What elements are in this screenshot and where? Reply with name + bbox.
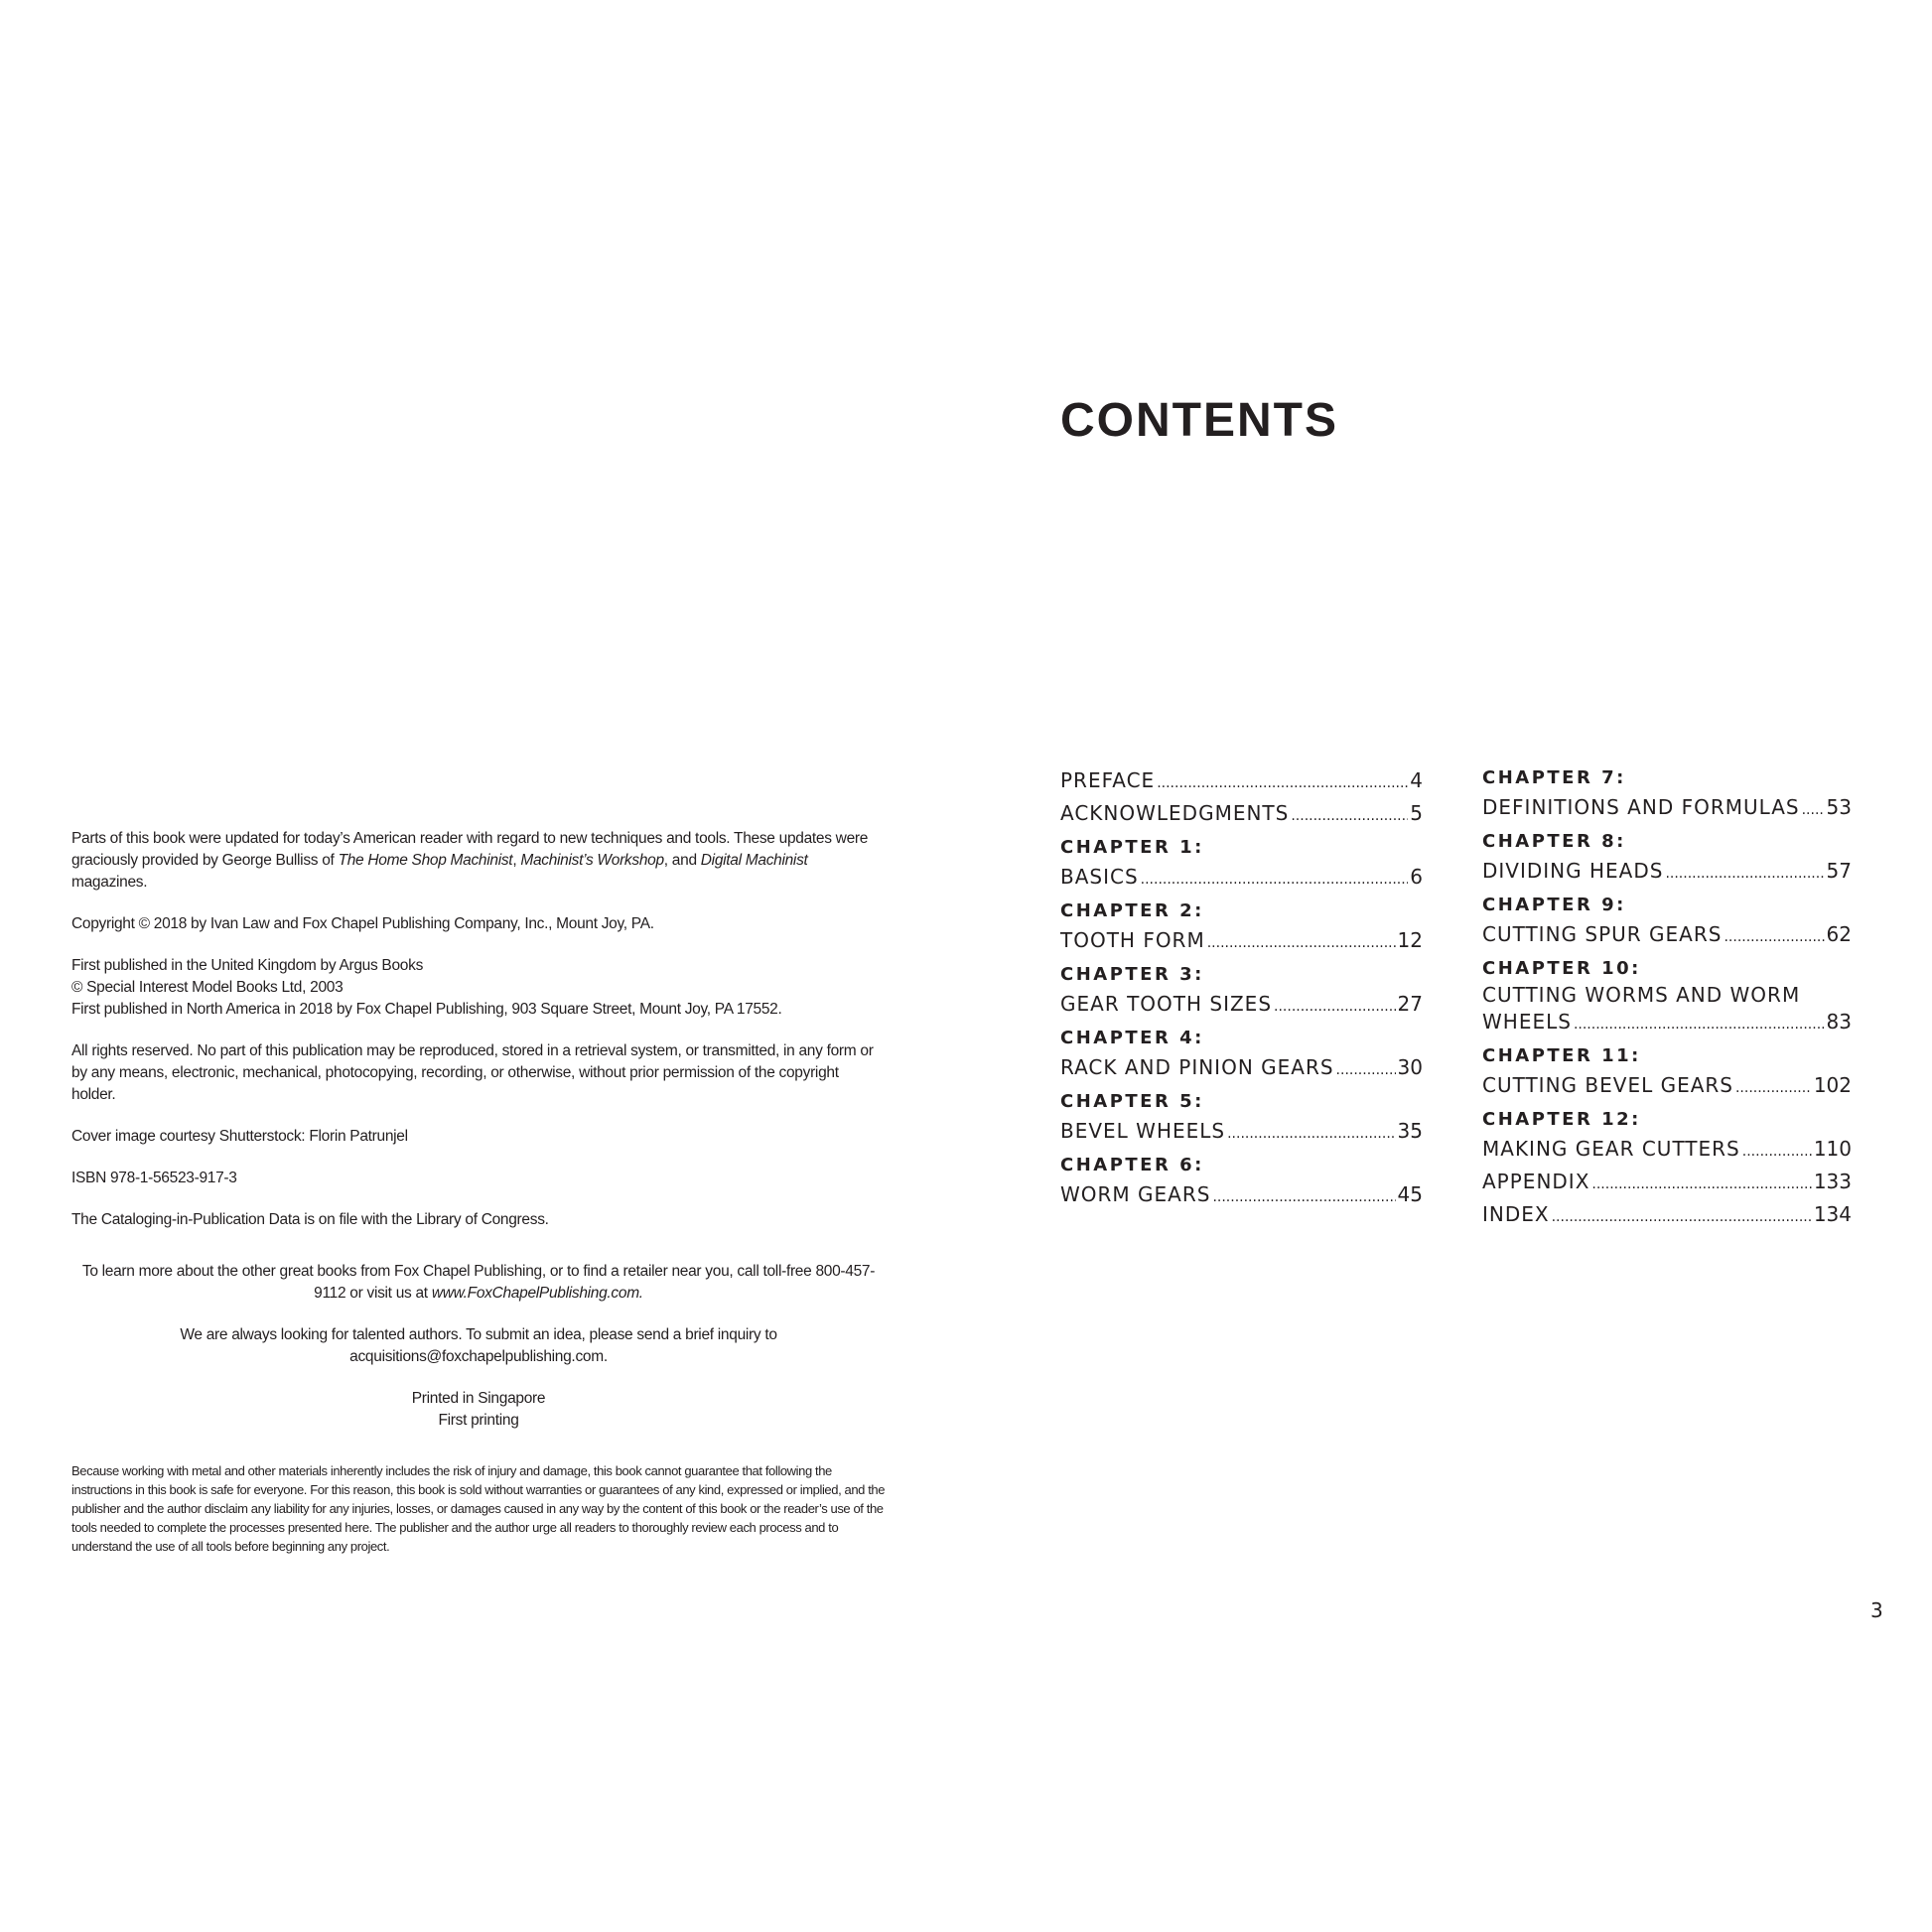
leader-dots	[1207, 927, 1396, 960]
chapter-label: CHAPTER 12:	[1482, 1109, 1641, 1130]
entry-page: 53	[1826, 795, 1852, 819]
entry-title: BEVEL WHEELS	[1060, 1119, 1226, 1143]
entry-title: PREFACE	[1060, 768, 1156, 792]
entry-page: 4	[1410, 768, 1423, 792]
leader-dots	[1552, 1201, 1812, 1234]
toc-entry-chapter-12[interactable]	[1482, 1133, 1852, 1166]
cip-notice: The Cataloging-in-Publication Data is on file with the Library of Congress.	[71, 1211, 549, 1228]
toc-entry-acknowledgments[interactable]	[1060, 797, 1423, 830]
page-number: 3	[1870, 1598, 1883, 1622]
entry-page: 12	[1397, 928, 1423, 952]
toc-entry-chapter-9[interactable]	[1482, 918, 1852, 951]
leader-dots	[1141, 864, 1409, 897]
pub-line: First published in North America in 2018 by Fox Chapel Publishing, 903 Square Street, Mount Joy, PA 17552.	[71, 1001, 782, 1018]
entry-title: CUTTING SPUR GEARS	[1482, 922, 1723, 946]
leader-dots	[1802, 794, 1825, 827]
entry-page: 110	[1813, 1137, 1852, 1161]
learn-more-text: To learn more about the other great books from Fox Chapel Publishing, or to find a retailer near you, call toll-free 800-457-9112 or visit us at	[81, 1263, 876, 1302]
toc-entry-chapter-10[interactable]	[1482, 982, 1852, 1038]
leader-dots	[1227, 1118, 1395, 1151]
updates-text: Parts of this book were updated for today’s American reader with regard to new techniques and tools. These updates were graciously provided by George Bulliss of	[71, 830, 869, 869]
entry-page: 30	[1397, 1055, 1423, 1079]
publication-history	[71, 955, 886, 1021]
leader-dots	[1336, 1054, 1396, 1087]
entry-page: 35	[1397, 1119, 1423, 1143]
toc-right-column	[1482, 764, 1852, 1231]
leader-dots	[1291, 800, 1408, 833]
separator: , and	[663, 852, 701, 869]
entry-page: 45	[1397, 1182, 1423, 1206]
entry-page: 6	[1410, 865, 1423, 889]
entry-title: WORM GEARS	[1060, 1182, 1211, 1206]
disclaimer: Because working with metal and other materials inherently includes the risk of injury and damage, this book cannot guarantee that following the instructions in this book is safe for everyone. For this reason, this book is sold without warranties or guarantees of any kind, expressed or implied, and the publisher and the author disclaim any liability for any injuries, losses, or damages caused in any way by the content of this book or the reader’s use of the tools needed to complete the processes presented here. The publisher and the author urge all readers to thoroughly review each process and to understand the use of all tools before beginning any project.	[71, 1463, 886, 1554]
entry-title: WHEELS	[1482, 1010, 1572, 1034]
leader-dots	[1574, 1012, 1825, 1038]
leader-dots	[1665, 858, 1824, 891]
rights-reserved: All rights reserved. No part of this publication may be reproduced, stored in a retrieval system, or transmitted, in any form or by any means, electronic, mechanical, photocopying, recording, or otherwise, without prior permission of the copyright holder.	[71, 1042, 874, 1103]
entry-title-line-2	[1482, 1009, 1852, 1038]
entry-page: 57	[1826, 859, 1852, 883]
toc-entry-index[interactable]	[1482, 1198, 1852, 1231]
entry-title: ACKNOWLEDGMENTS	[1060, 801, 1290, 825]
magazine-title: Digital Machinist	[700, 852, 808, 869]
copyright-page	[71, 828, 886, 1576]
chapter-label: CHAPTER 8:	[1482, 831, 1626, 852]
leader-dots	[1724, 921, 1824, 954]
entry-title: CUTTING BEVEL GEARS	[1482, 1073, 1733, 1097]
toc-entry-chapter-1[interactable]	[1060, 861, 1423, 894]
entry-title: BASICS	[1060, 865, 1139, 889]
toc-entry-appendix[interactable]	[1482, 1166, 1852, 1198]
leader-dots	[1742, 1136, 1812, 1169]
entry-page: 83	[1826, 1010, 1852, 1034]
updates-paragraph	[71, 828, 886, 894]
entry-page: 27	[1397, 992, 1423, 1016]
leader-dots	[1274, 991, 1396, 1024]
printing-info	[71, 1388, 886, 1432]
chapter-label: CHAPTER 3:	[1060, 964, 1204, 985]
toc-entry-chapter-4[interactable]	[1060, 1051, 1423, 1084]
chapter-label: CHAPTER 1:	[1060, 837, 1204, 858]
updates-suffix: magazines.	[71, 874, 148, 891]
chapter-label: CHAPTER 11:	[1482, 1045, 1641, 1066]
separator: ,	[512, 852, 521, 869]
toc-entry-chapter-8[interactable]	[1482, 855, 1852, 888]
authors-note: We are always looking for talented authors. To submit an idea, please send a brief inquiry to acquisitions@foxchapelpublishing.com.	[180, 1326, 777, 1365]
magazine-title: The Home Shop Machinist	[338, 852, 513, 869]
toc-entry-chapter-3[interactable]	[1060, 988, 1423, 1021]
leader-dots	[1735, 1072, 1812, 1105]
contents-heading: CONTENTS	[1060, 394, 1338, 447]
entry-title: APPENDIX	[1482, 1170, 1590, 1193]
toc-entry-chapter-2[interactable]	[1060, 924, 1423, 957]
chapter-label: CHAPTER 10:	[1482, 958, 1641, 979]
entry-title-line-1: CUTTING WORMS AND WORM	[1482, 983, 1801, 1007]
entry-title: DIVIDING HEADS	[1482, 859, 1664, 883]
printed-in: Printed in Singapore	[411, 1390, 546, 1407]
leader-dots	[1157, 767, 1408, 800]
entry-page: 62	[1826, 922, 1852, 946]
chapter-label: CHAPTER 5:	[1060, 1091, 1204, 1112]
chapter-label: CHAPTER 9:	[1482, 895, 1626, 915]
chapter-label: CHAPTER 4:	[1060, 1028, 1204, 1048]
printing-number: First printing	[438, 1412, 519, 1429]
entry-page: 102	[1813, 1073, 1852, 1097]
cover-credit: Cover image courtesy Shutterstock: Florin Patrunjel	[71, 1128, 408, 1145]
entry-title: TOOTH FORM	[1060, 928, 1205, 952]
toc-entry-preface[interactable]	[1060, 764, 1423, 797]
toc-left-column	[1060, 764, 1423, 1211]
entry-page: 133	[1813, 1170, 1852, 1193]
chapter-label: CHAPTER 7:	[1482, 767, 1626, 788]
pub-line: © Special Interest Model Books Ltd, 2003	[71, 979, 344, 996]
toc-entry-chapter-7[interactable]	[1482, 791, 1852, 824]
entry-title: GEAR TOOTH SIZES	[1060, 992, 1273, 1016]
website-link: www.FoxChapelPublishing.com.	[431, 1285, 643, 1302]
entry-page: 5	[1410, 801, 1423, 825]
entry-page: 134	[1813, 1202, 1852, 1226]
copyright-line: Copyright © 2018 by Ivan Law and Fox Chapel Publishing Company, Inc., Mount Joy, PA.	[71, 915, 654, 932]
entry-title: MAKING GEAR CUTTERS	[1482, 1137, 1740, 1161]
entry-title: RACK AND PINION GEARS	[1060, 1055, 1334, 1079]
chapter-label: CHAPTER 2:	[1060, 900, 1204, 921]
entry-title: DEFINITIONS AND FORMULAS	[1482, 795, 1800, 819]
magazine-title: Machinist’s Workshop	[520, 852, 664, 869]
pub-line: First published in the United Kingdom by Argus Books	[71, 957, 424, 974]
leader-dots	[1591, 1169, 1811, 1201]
isbn: ISBN 978-1-56523-917-3	[71, 1170, 237, 1186]
learn-more	[71, 1261, 886, 1305]
toc-entry-chapter-6[interactable]	[1060, 1178, 1423, 1211]
toc-entry-chapter-5[interactable]	[1060, 1115, 1423, 1148]
chapter-label: CHAPTER 6:	[1060, 1155, 1204, 1175]
leader-dots	[1212, 1181, 1395, 1214]
toc-entry-chapter-11[interactable]	[1482, 1069, 1852, 1102]
entry-title: INDEX	[1482, 1202, 1550, 1226]
